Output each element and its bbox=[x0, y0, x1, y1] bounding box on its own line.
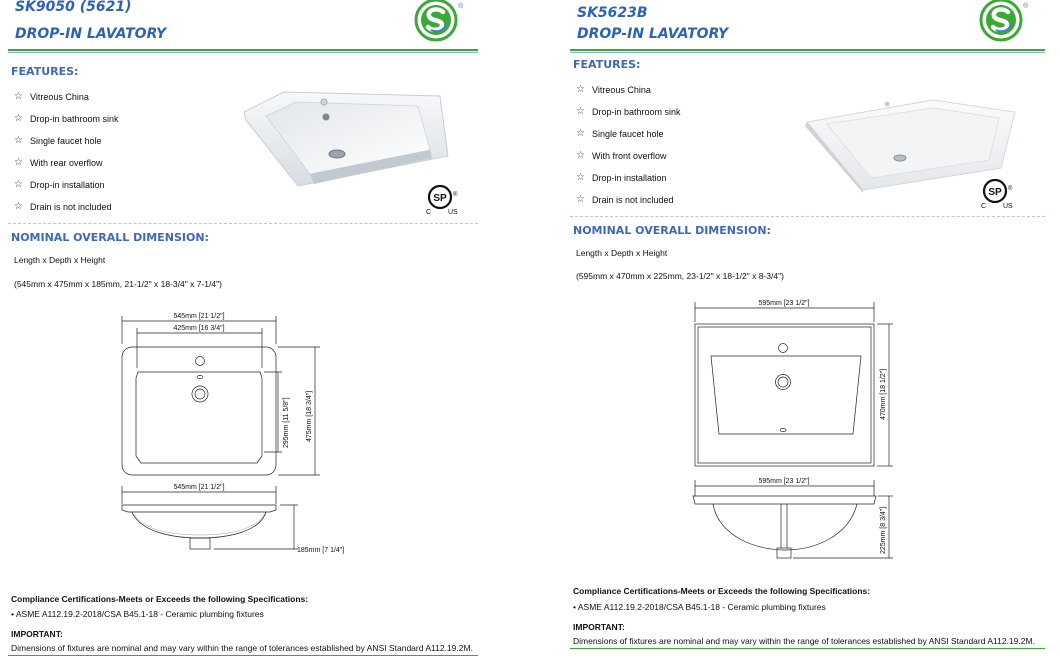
dim-inner-width: 425mm [16 3/4"] bbox=[173, 325, 225, 332]
star-outline-icon: ☆ bbox=[576, 128, 585, 139]
dim-side-width: 545mm [21 1/2"] bbox=[173, 484, 225, 491]
dim-height: 185mm [7 1/4"] bbox=[297, 547, 345, 554]
left-dimension-drawing bbox=[110, 306, 380, 564]
right-features-heading: FEATURES: bbox=[573, 58, 641, 71]
svg-text:®: ® bbox=[453, 192, 458, 198]
svg-text:US: US bbox=[448, 209, 458, 216]
dim-top-width: 595mm [23 1/2"] bbox=[758, 300, 810, 307]
feature-item: ☆ Drop-in bathroom sink bbox=[576, 106, 681, 117]
star-outline-icon: ☆ bbox=[576, 106, 585, 117]
star-outline-icon: ☆ bbox=[14, 91, 23, 102]
feature-item: ☆ Single faucet hole bbox=[14, 135, 102, 146]
left-compliance-heading: Compliance Certifications-Meets or Exceeds the following Specifications: bbox=[11, 594, 309, 604]
right-model-title: SK5623B bbox=[577, 5, 648, 21]
left-dimension-label: Length x Depth x Height bbox=[14, 255, 106, 265]
left-dimension-value: (545mm x 475mm x 185mm, 21-1/2" x 18-3/4" x 7-1/4") bbox=[14, 279, 222, 289]
star-outline-icon: ☆ bbox=[576, 150, 585, 161]
header-rule bbox=[8, 49, 478, 51]
right-dimension-label: Length x Depth x Height bbox=[576, 248, 668, 258]
feature-item: ☆ With rear overflow bbox=[14, 157, 103, 168]
star-outline-icon: ☆ bbox=[14, 201, 23, 212]
svg-text:US: US bbox=[1003, 203, 1013, 210]
sink-product-image bbox=[240, 88, 455, 188]
left-product-type: DROP-IN LAVATORY bbox=[15, 26, 167, 42]
csa-us-certification-icon bbox=[424, 182, 464, 216]
svg-text:SP: SP bbox=[988, 187, 1002, 198]
footer-rule bbox=[8, 655, 478, 656]
right-dimension-heading: NOMINAL OVERALL DIMENSION: bbox=[573, 224, 771, 237]
right-product-type: DROP-IN LAVATORY bbox=[577, 26, 729, 42]
star-outline-icon: ☆ bbox=[14, 179, 23, 190]
dim-height: 225mm [8 3/4"] bbox=[880, 506, 887, 554]
section-divider bbox=[8, 223, 478, 224]
left-compliance-item: • ASME A112.19.2-2018/CSA B45.1-18 - Ceramic plumbing fixtures bbox=[11, 609, 264, 619]
right-important-heading: IMPORTANT: bbox=[573, 622, 625, 632]
logo-registered-mark: ® bbox=[458, 3, 464, 10]
left-dimension-heading: NOMINAL OVERALL DIMENSION: bbox=[11, 231, 209, 244]
svg-text:C: C bbox=[426, 209, 432, 216]
feature-item: ☆ Vitreous China bbox=[576, 84, 651, 95]
sp-logo-icon bbox=[975, 0, 1033, 44]
sp-logo-icon bbox=[410, 0, 468, 44]
left-model-title: SK9050 (5621) bbox=[15, 0, 132, 15]
right-compliance-item: • ASME A112.19.2-2018/CSA B45.1-18 - Ceramic plumbing fixtures bbox=[573, 602, 826, 612]
logo-registered-mark: ® bbox=[1023, 3, 1029, 10]
star-outline-icon: ☆ bbox=[14, 157, 23, 168]
dim-inner-depth: 295mm [11 5/8"] bbox=[283, 397, 290, 448]
feature-item: ☆ Drop-in installation bbox=[14, 179, 105, 190]
header-rule-secondary bbox=[570, 52, 1045, 53]
svg-text:®: ® bbox=[1008, 186, 1013, 192]
feature-item: ☆ With front overflow bbox=[576, 150, 667, 161]
section-divider bbox=[570, 216, 1045, 217]
right-compliance-heading: Compliance Certifications-Meets or Exceeds the following Specifications: bbox=[573, 586, 871, 596]
star-outline-icon: ☆ bbox=[14, 113, 23, 124]
feature-item: ☆ Vitreous China bbox=[14, 91, 89, 102]
left-important-heading: IMPORTANT: bbox=[11, 629, 63, 639]
feature-item: ☆ Single faucet hole bbox=[576, 128, 664, 139]
feature-item: ☆ Drain is not included bbox=[14, 201, 112, 212]
dim-top-width: 545mm [21 1/2"] bbox=[173, 313, 225, 320]
right-dimension-drawing bbox=[685, 296, 915, 562]
svg-text:C: C bbox=[981, 203, 987, 210]
feature-item: ☆ Drop-in bathroom sink bbox=[14, 113, 119, 124]
left-important-text: Dimensions of fixtures are nominal and may vary within the range of tolerances established by ANSI Standard A112.19.2M. bbox=[11, 643, 473, 653]
star-outline-icon: ☆ bbox=[576, 84, 585, 95]
feature-item: ☆ Drain is not included bbox=[576, 194, 674, 205]
right-spec-sheet bbox=[565, 0, 1060, 667]
svg-text:SP: SP bbox=[433, 193, 447, 204]
star-outline-icon: ☆ bbox=[14, 135, 23, 146]
csa-us-certification-icon bbox=[979, 176, 1019, 210]
right-dimension-value: (595mm x 470mm x 225mm, 23-1/2" x 18-1/2" x 8-3/4") bbox=[576, 271, 784, 281]
footer-rule bbox=[570, 648, 1045, 649]
right-important-text: Dimensions of fixtures are nominal and may vary within the range of tolerances established by ANSI Standard A112.19.2M. bbox=[573, 636, 1035, 646]
header-rule bbox=[570, 49, 1045, 51]
feature-item: ☆ Drop-in installation bbox=[576, 172, 667, 183]
header-rule-secondary bbox=[8, 52, 478, 53]
dim-overall-depth: 470mm [18 1/2"] bbox=[880, 368, 887, 420]
dim-side-width: 595mm [23 1/2"] bbox=[758, 478, 810, 485]
dim-overall-depth: 475mm [18 3/4"] bbox=[306, 390, 313, 442]
left-spec-sheet bbox=[0, 0, 485, 667]
star-outline-icon: ☆ bbox=[576, 194, 585, 205]
left-features-heading: FEATURES: bbox=[11, 65, 79, 78]
star-outline-icon: ☆ bbox=[576, 172, 585, 183]
